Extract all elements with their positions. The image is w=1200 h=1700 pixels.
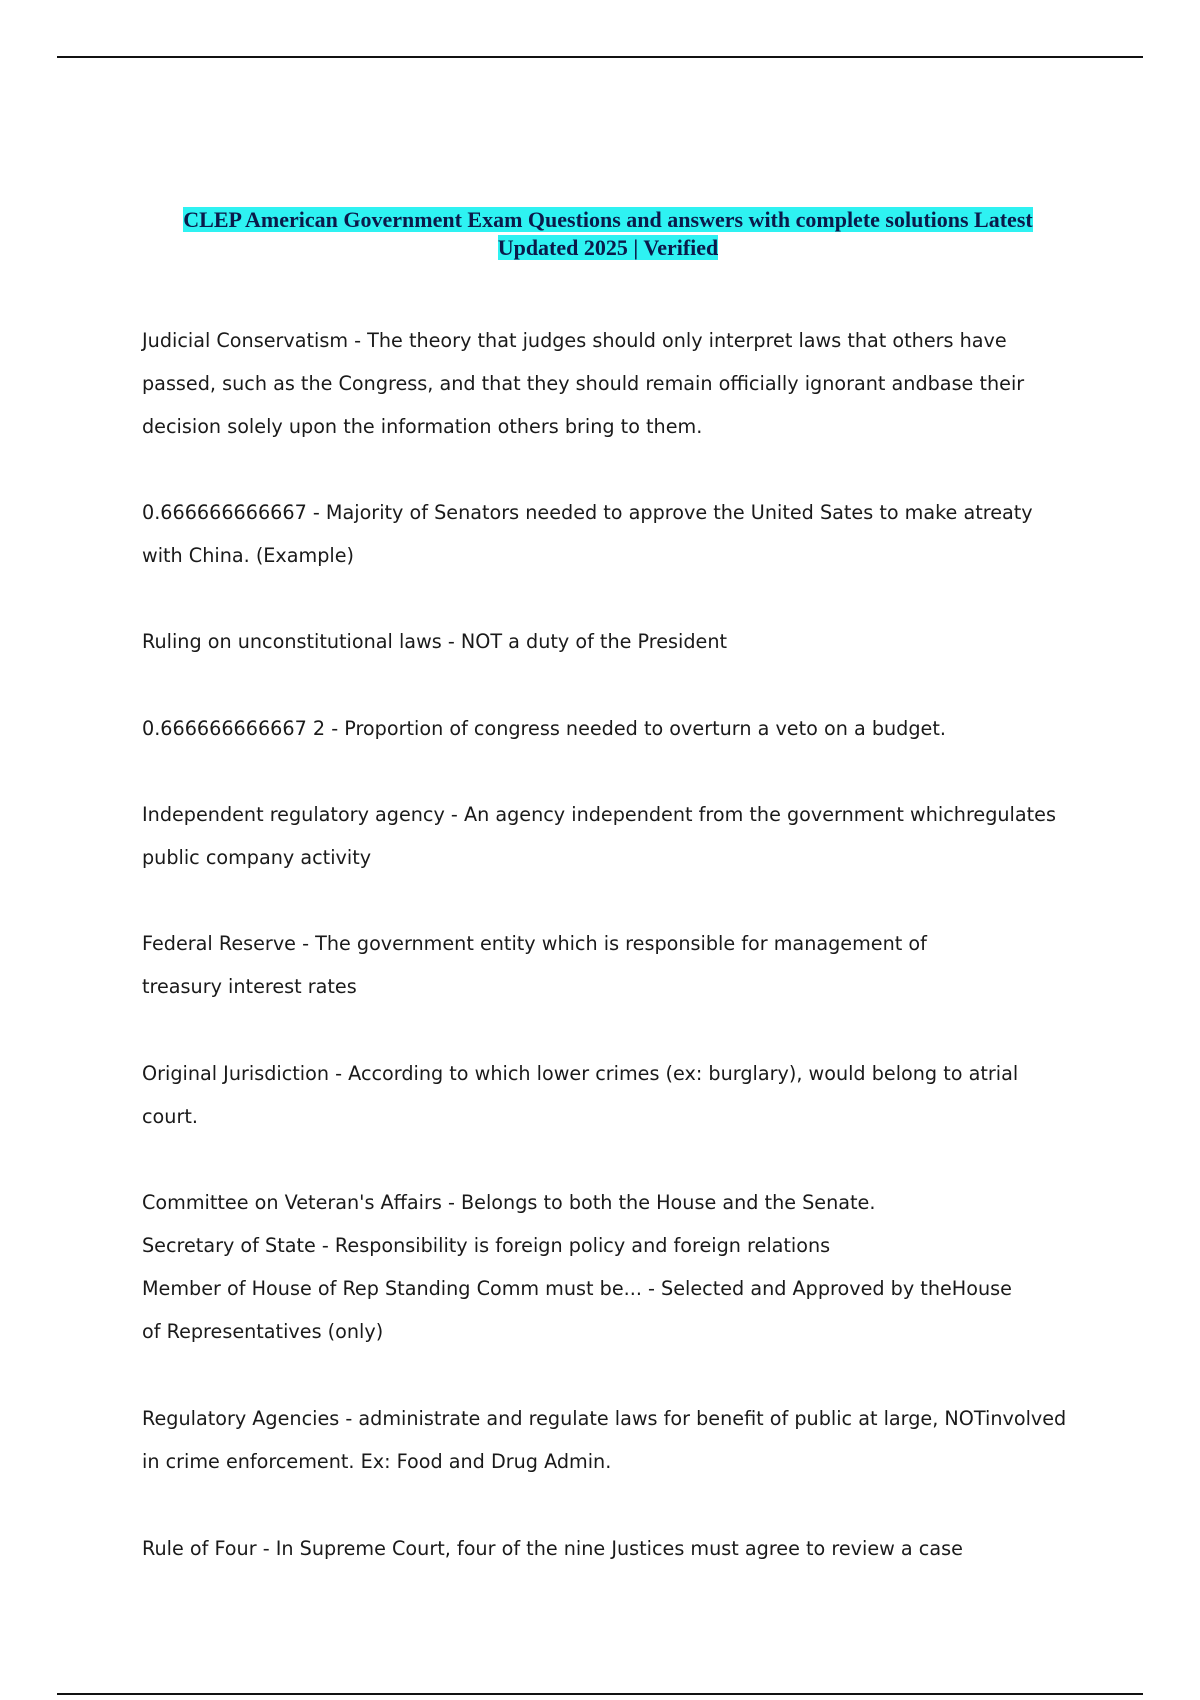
entry-original-jurisdiction (142, 1052, 1082, 1138)
entry-regulatory-agencies (142, 1397, 1082, 1483)
entry-line: Judicial Conservatism - The theory that judges should only interpret laws that others have (142, 329, 1007, 352)
entry-line: Committee on Veteran's Affairs - Belongs to both the House and the Senate. (142, 1191, 876, 1214)
entry-line: treasury interest rates (142, 975, 357, 998)
entry-line: decision solely upon the information others bring to them. (142, 415, 703, 438)
entry-veto-override (142, 707, 1082, 750)
entry-line: Ruling on unconstitutional laws - NOT a duty of the President (142, 630, 728, 653)
entry-line: court. (142, 1105, 198, 1128)
entry-veterans-affairs-group (142, 1181, 1082, 1353)
entry-line: in crime enforcement. Ex: Food and Drug Admin. (142, 1450, 612, 1473)
entry-line: Independent regulatory agency - An agency independent from the government whichregulates (142, 803, 1056, 826)
entry-senate-treaty (142, 491, 1082, 577)
entry-line: of Representatives (only) (142, 1320, 384, 1343)
title-line-1: CLEP American Government Exam Questions and answers with complete solutions Latest (183, 207, 1033, 232)
entry-judicial-conservatism (142, 319, 1082, 448)
entry-line: Original Jurisdiction - According to which lower crimes (ex: burglary), would belong to atrial (142, 1062, 1019, 1085)
entry-line: Rule of Four - In Supreme Court, four of the nine Justices must agree to review a case (142, 1537, 963, 1560)
bottom-rule (57, 1693, 1143, 1695)
entry-unconstitutional-laws (142, 620, 1082, 663)
entry-line: Secretary of State - Responsibility is foreign policy and foreign relations (142, 1234, 831, 1257)
entry-line: public company activity (142, 846, 372, 869)
entry-line: 0.666666666667 2 - Proportion of congress needed to overturn a veto on a budget. (142, 717, 946, 740)
entry-line: 0.666666666667 - Majority of Senators needed to approve the United Sates to make atreaty (142, 501, 1033, 524)
entry-rule-of-four (142, 1527, 1082, 1570)
entry-line: Federal Reserve - The government entity which is responsible for management of (142, 932, 927, 955)
entry-independent-agency (142, 793, 1082, 879)
entry-federal-reserve (142, 922, 1082, 1008)
entry-line: passed, such as the Congress, and that they should remain officially ignorant andbase their (142, 372, 1025, 395)
entry-line: with China. (Example) (142, 544, 355, 567)
entry-line: Member of House of Rep Standing Comm must be... - Selected and Approved by theHouse (142, 1277, 1012, 1300)
entry-line: Regulatory Agencies - administrate and regulate laws for benefit of public at large, NOTinvolved (142, 1407, 1067, 1430)
top-rule (57, 56, 1143, 58)
document-title (143, 206, 1073, 262)
title-line-2: Updated 2025 | Verified (497, 235, 719, 260)
